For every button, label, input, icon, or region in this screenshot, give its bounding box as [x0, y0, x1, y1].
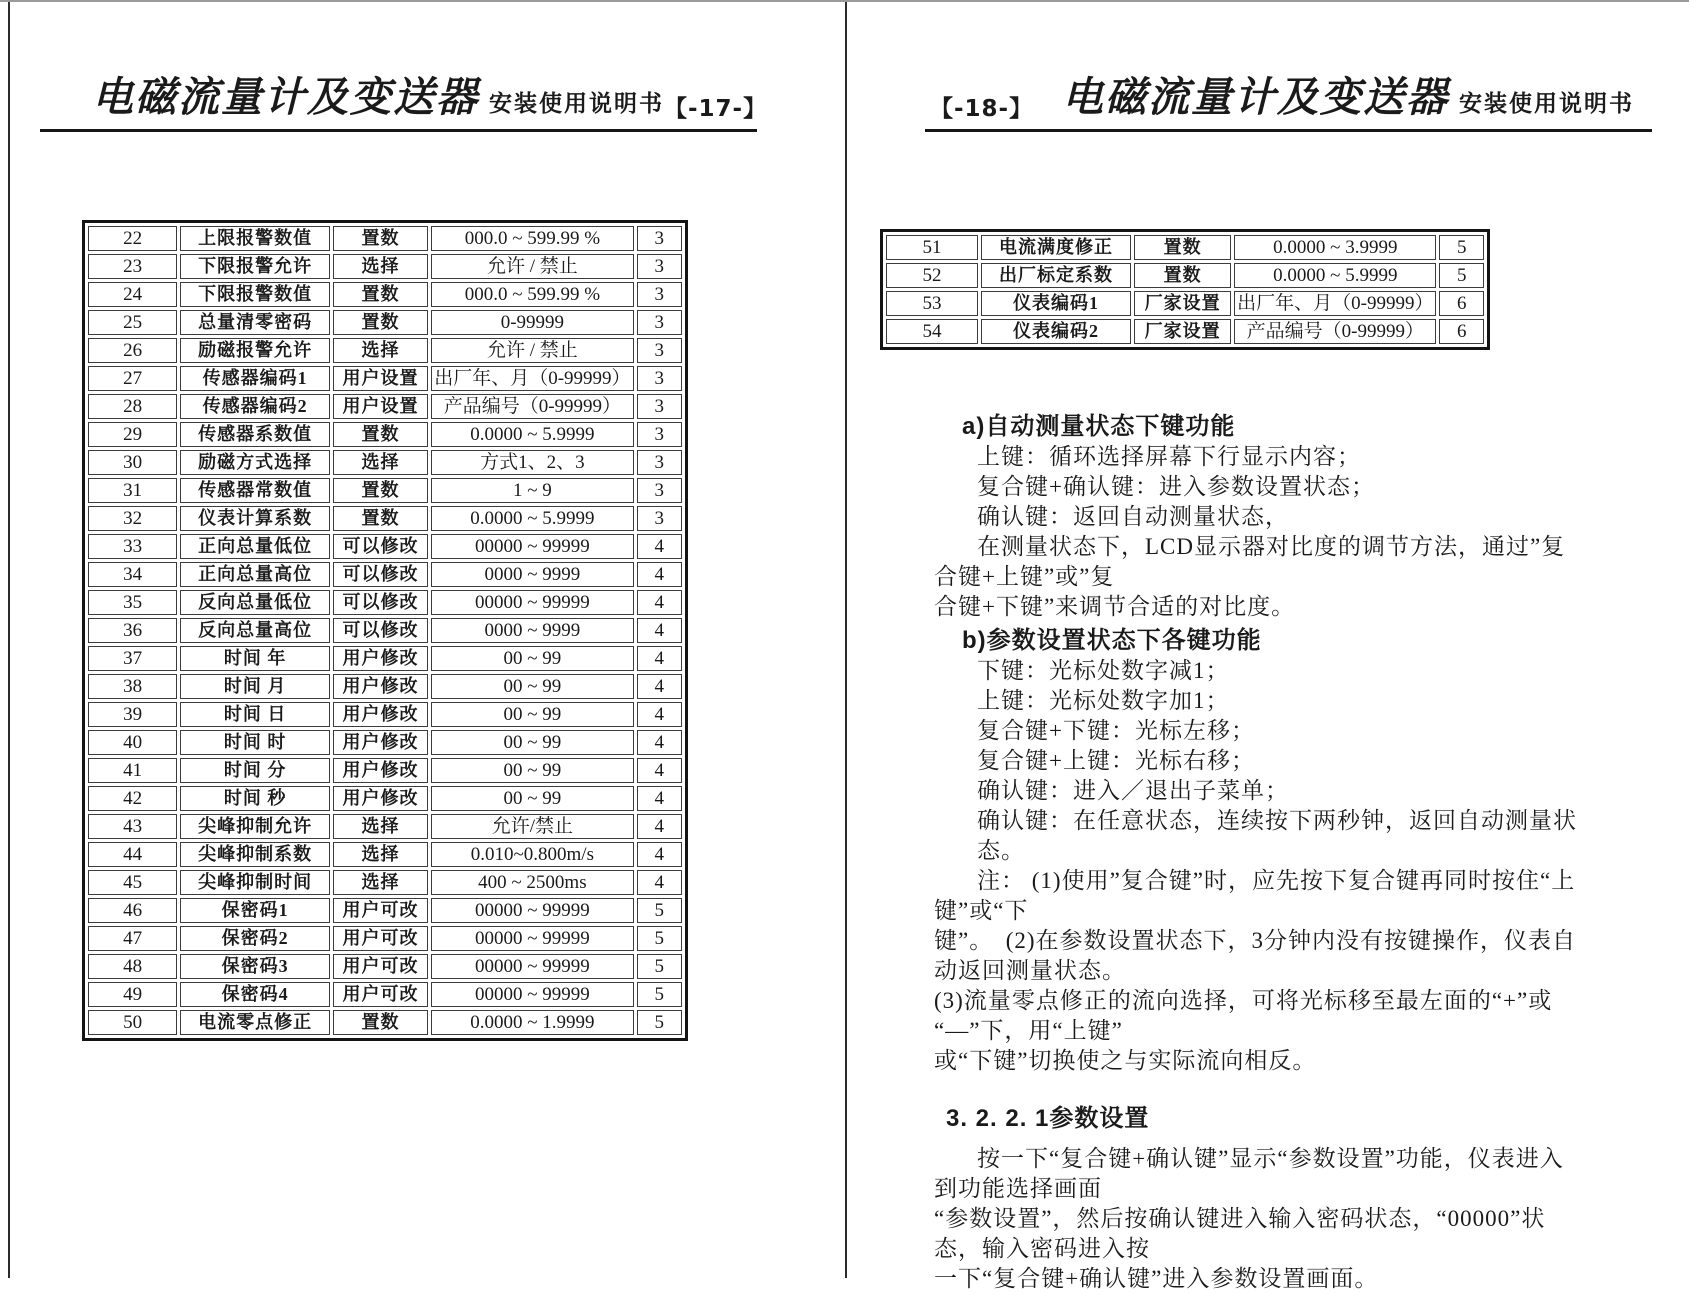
param-number-cell: 22 — [88, 226, 177, 251]
param-range-cell: 0.0000 ~ 5.9999 — [431, 422, 633, 447]
param-range-cell: 产品编号（0-99999） — [1234, 319, 1436, 344]
param-type-cell: 置数 — [1134, 235, 1231, 260]
param-range-cell: 00 ~ 99 — [431, 786, 633, 811]
text-line: 注： (1)使用”复合键”时，应先按下复合键再同时按住“上键”或“下 — [934, 868, 1576, 923]
param-number-cell: 45 — [88, 870, 177, 895]
param-range-cell: 00 ~ 99 — [431, 702, 633, 727]
param-range-cell: 000.0 ~ 599.99 % — [431, 226, 633, 251]
param-type-cell: 用户修改 — [333, 674, 428, 699]
doc-subtitle: 安装使用说明书 — [489, 90, 664, 116]
param-type-cell: 置数 — [333, 310, 428, 335]
param-range-cell: 00000 ~ 99999 — [431, 982, 633, 1007]
param-type-cell: 可以修改 — [333, 590, 428, 615]
table-row — [88, 338, 682, 363]
section-heading: 3. 2. 2. 1参数设置 — [946, 1105, 1150, 1132]
param-digits-cell: 4 — [637, 646, 682, 671]
param-number-cell: 40 — [88, 730, 177, 755]
text-line: 复合键+上键：光标右移； — [977, 748, 1255, 773]
param-type-cell: 用户修改 — [333, 702, 428, 727]
param-number-cell: 38 — [88, 674, 177, 699]
param-digits-cell: 5 — [637, 954, 682, 979]
param-name-cell: 仪表计算系数 — [180, 506, 330, 531]
param-number-cell: 23 — [88, 254, 177, 279]
param-type-cell: 置数 — [333, 226, 428, 251]
param-number-cell: 32 — [88, 506, 177, 531]
table-row — [88, 1010, 682, 1035]
param-type-cell: 用户可改 — [333, 982, 428, 1007]
param-type-cell: 用户可改 — [333, 954, 428, 979]
param-range-cell: 1 ~ 9 — [431, 478, 633, 503]
param-name-cell: 尖峰抑制系数 — [180, 842, 330, 867]
param-number-cell: 41 — [88, 758, 177, 783]
param-digits-cell: 3 — [637, 282, 682, 307]
param-digits-cell: 3 — [637, 478, 682, 503]
param-range-cell: 00000 ~ 99999 — [431, 534, 633, 559]
param-range-cell: 00000 ~ 99999 — [431, 926, 633, 951]
param-number-cell: 26 — [88, 338, 177, 363]
text-line: 确认键：进入／退出子菜单； — [977, 778, 1289, 803]
param-type-cell: 置数 — [333, 282, 428, 307]
text-line: 上键：循环选择屏幕下行显示内容； — [977, 444, 1361, 469]
table-row — [88, 646, 682, 671]
param-number-cell: 25 — [88, 310, 177, 335]
param-range-cell: 0.0000 ~ 1.9999 — [431, 1010, 633, 1035]
param-name-cell: 仪表编码2 — [981, 319, 1131, 344]
table-row — [88, 758, 682, 783]
param-number-cell: 37 — [88, 646, 177, 671]
doc-title: 电磁流量计及变送器 — [92, 74, 479, 120]
param-digits-cell: 5 — [637, 982, 682, 1007]
param-name-cell: 传感器编码2 — [180, 394, 330, 419]
param-type-cell: 选择 — [333, 870, 428, 895]
table-row — [88, 310, 682, 335]
table-row — [88, 926, 682, 951]
param-range-cell: 0000 ~ 9999 — [431, 618, 633, 643]
param-range-cell: 00 ~ 99 — [431, 730, 633, 755]
param-digits-cell: 3 — [637, 506, 682, 531]
param-name-cell: 下限报警数值 — [180, 282, 330, 307]
param-range-cell: 000.0 ~ 599.99 % — [431, 282, 633, 307]
param-digits-cell: 4 — [637, 814, 682, 839]
param-name-cell: 总量清零密码 — [180, 310, 330, 335]
param-name-cell: 电流零点修正 — [180, 1010, 330, 1035]
param-digits-cell: 6 — [1439, 319, 1484, 344]
param-digits-cell: 4 — [637, 786, 682, 811]
text-line: 上键：光标处数字加1； — [977, 688, 1230, 713]
param-digits-cell: 5 — [637, 1010, 682, 1035]
text-line: 或“下键”切换使之与实际流向相反。 — [934, 1048, 1317, 1073]
param-digits-cell: 4 — [637, 590, 682, 615]
table-row — [88, 254, 682, 279]
param-range-cell: 00000 ~ 99999 — [431, 590, 633, 615]
param-name-cell: 时间 日 — [180, 702, 330, 727]
param-type-cell: 用户修改 — [333, 730, 428, 755]
param-type-cell: 用户修改 — [333, 786, 428, 811]
table-row — [88, 730, 682, 755]
text-line: 复合键+下键：光标左移； — [977, 718, 1255, 743]
table-row — [88, 954, 682, 979]
table-row — [88, 394, 682, 419]
text-line: 确认键：在任意状态，连续按下两秒钟，返回自动测量状态。 — [977, 808, 1577, 863]
text-line: 下键：光标处数字减1； — [977, 658, 1230, 683]
page-18-title-group — [1062, 64, 1634, 123]
param-digits-cell: 5 — [1439, 263, 1484, 288]
param-name-cell: 反向总量高位 — [180, 618, 330, 643]
param-range-cell: 00 ~ 99 — [431, 674, 633, 699]
param-range-cell: 00 ~ 99 — [431, 758, 633, 783]
param-range-cell: 0-99999 — [431, 310, 633, 335]
text-line: (3)流量零点修正的流向选择，可将光标移至最左面的“+”或“—”下，用“上键” — [934, 988, 1553, 1043]
param-name-cell: 励磁报警允许 — [180, 338, 330, 363]
param-type-cell: 可以修改 — [333, 562, 428, 587]
param-range-cell: 00000 ~ 99999 — [431, 954, 633, 979]
table-row — [88, 982, 682, 1007]
param-name-cell: 传感器常数值 — [180, 478, 330, 503]
table-row — [88, 702, 682, 727]
param-type-cell: 厂家设置 — [1134, 291, 1231, 316]
param-number-cell: 48 — [88, 954, 177, 979]
param-name-cell: 下限报警允许 — [180, 254, 330, 279]
body-text-sections — [934, 412, 1586, 1294]
param-range-cell: 允许 / 禁止 — [431, 338, 633, 363]
param-type-cell: 选择 — [333, 814, 428, 839]
param-type-cell: 选择 — [333, 338, 428, 363]
param-name-cell: 仪表编码1 — [981, 291, 1131, 316]
param-name-cell: 尖峰抑制时间 — [180, 870, 330, 895]
param-name-cell: 励磁方式选择 — [180, 450, 330, 475]
table-row — [88, 450, 682, 475]
param-digits-cell: 5 — [1439, 235, 1484, 260]
param-name-cell: 正向总量低位 — [180, 534, 330, 559]
text-line: 在测量状态下，LCD显示器对比度的调节方法，通过”复合键+上键”或”复 — [934, 534, 1566, 589]
param-digits-cell: 4 — [637, 702, 682, 727]
param-number-cell: 36 — [88, 618, 177, 643]
param-name-cell: 传感器系数值 — [180, 422, 330, 447]
param-type-cell: 选择 — [333, 450, 428, 475]
param-number-cell: 42 — [88, 786, 177, 811]
param-type-cell: 置数 — [1134, 263, 1231, 288]
param-type-cell: 置数 — [333, 506, 428, 531]
param-range-cell: 0.0000 ~ 3.9999 — [1234, 235, 1436, 260]
text-line: 按一下“复合键+确认键”显示“参数设置”功能，仪表进入到功能选择画面 — [934, 1146, 1564, 1201]
table-row — [88, 534, 682, 559]
table-row — [886, 319, 1484, 344]
param-digits-cell: 3 — [637, 394, 682, 419]
table-row — [88, 786, 682, 811]
table-row — [88, 226, 682, 251]
table-row — [88, 842, 682, 867]
param-range-cell: 0.0000 ~ 5.9999 — [431, 506, 633, 531]
param-digits-cell: 5 — [637, 926, 682, 951]
parameter-table-51-54 — [880, 229, 1490, 350]
param-digits-cell: 5 — [637, 898, 682, 923]
param-digits-cell: 3 — [637, 254, 682, 279]
param-range-cell: 允许/禁止 — [431, 814, 633, 839]
param-number-cell: 34 — [88, 562, 177, 587]
param-digits-cell: 4 — [637, 730, 682, 755]
param-type-cell: 可以修改 — [333, 534, 428, 559]
section-heading: b)参数设置状态下各键功能 — [962, 627, 1262, 654]
param-name-cell: 上限报警数值 — [180, 226, 330, 251]
param-type-cell: 用户可改 — [333, 898, 428, 923]
page-18 — [847, 2, 1689, 1291]
page-17-number-label: 【-17-】 — [664, 96, 768, 122]
param-number-cell: 39 — [88, 702, 177, 727]
param-digits-cell: 4 — [637, 618, 682, 643]
param-type-cell: 置数 — [333, 1010, 428, 1035]
page-18-number-label: 【-18-】 — [930, 96, 1034, 122]
param-number-cell: 46 — [88, 898, 177, 923]
param-number-cell: 52 — [886, 263, 978, 288]
param-digits-cell: 6 — [1439, 291, 1484, 316]
param-digits-cell: 3 — [637, 450, 682, 475]
table-row — [88, 898, 682, 923]
param-digits-cell: 4 — [637, 758, 682, 783]
param-type-cell: 置数 — [333, 422, 428, 447]
param-type-cell: 选择 — [333, 842, 428, 867]
table-row — [88, 478, 682, 503]
page-17-header — [40, 74, 768, 132]
param-number-cell: 31 — [88, 478, 177, 503]
param-number-cell: 47 — [88, 926, 177, 951]
param-name-cell: 时间 秒 — [180, 786, 330, 811]
param-name-cell: 尖峰抑制允许 — [180, 814, 330, 839]
page-17-title-group — [92, 64, 664, 123]
param-name-cell: 时间 分 — [180, 758, 330, 783]
table-row — [88, 366, 682, 391]
param-digits-cell: 4 — [637, 870, 682, 895]
table-row — [88, 590, 682, 615]
param-range-cell: 400 ~ 2500ms — [431, 870, 633, 895]
text-line: 键”。 (2)在参数设置状态下，3分钟内没有按键操作，仪表自动返回测量状态。 — [934, 928, 1577, 983]
param-number-cell: 53 — [886, 291, 978, 316]
param-range-cell: 允许 / 禁止 — [431, 254, 633, 279]
param-range-cell: 00 ~ 99 — [431, 646, 633, 671]
param-number-cell: 54 — [886, 319, 978, 344]
param-range-cell: 方式1、2、3 — [431, 450, 633, 475]
text-line: “参数设置”，然后按确认键进入输入密码状态，“00000”状态，输入密码进入按 — [934, 1206, 1546, 1261]
param-range-cell: 00000 ~ 99999 — [431, 898, 633, 923]
table-row — [88, 506, 682, 531]
param-type-cell: 用户可改 — [333, 926, 428, 951]
param-number-cell: 30 — [88, 450, 177, 475]
param-name-cell: 正向总量高位 — [180, 562, 330, 587]
table-row — [886, 291, 1484, 316]
table-row — [88, 618, 682, 643]
param-name-cell: 保密码3 — [180, 954, 330, 979]
param-number-cell: 35 — [88, 590, 177, 615]
param-name-cell: 传感器编码1 — [180, 366, 330, 391]
table-row — [88, 814, 682, 839]
table-row — [88, 282, 682, 307]
param-number-cell: 49 — [88, 982, 177, 1007]
table-row — [88, 870, 682, 895]
table-row — [88, 422, 682, 447]
param-name-cell: 出厂标定系数 — [981, 263, 1131, 288]
param-digits-cell: 4 — [637, 562, 682, 587]
param-name-cell: 电流满度修正 — [981, 235, 1131, 260]
text-line: 合键+下键”来调节合适的对比度。 — [934, 594, 1296, 619]
page-18-header — [925, 76, 1652, 132]
param-type-cell: 可以修改 — [333, 618, 428, 643]
param-digits-cell: 3 — [637, 226, 682, 251]
param-type-cell: 用户设置 — [333, 366, 428, 391]
param-type-cell: 用户修改 — [333, 758, 428, 783]
table-row — [886, 263, 1484, 288]
param-type-cell: 用户修改 — [333, 646, 428, 671]
table-row — [886, 235, 1484, 260]
param-name-cell: 保密码1 — [180, 898, 330, 923]
page-17 — [10, 2, 845, 1278]
param-number-cell: 51 — [886, 235, 978, 260]
param-digits-cell: 3 — [637, 338, 682, 363]
param-name-cell: 时间 年 — [180, 646, 330, 671]
param-number-cell: 33 — [88, 534, 177, 559]
param-digits-cell: 4 — [637, 674, 682, 699]
param-range-cell: 出厂年、月（0-99999） — [431, 366, 633, 391]
param-name-cell: 时间 月 — [180, 674, 330, 699]
param-name-cell: 保密码2 — [180, 926, 330, 951]
param-range-cell: 产品编号（0-99999） — [431, 394, 633, 419]
param-name-cell: 时间 时 — [180, 730, 330, 755]
param-number-cell: 24 — [88, 282, 177, 307]
param-range-cell: 0.0000 ~ 5.9999 — [1234, 263, 1436, 288]
param-type-cell: 选择 — [333, 254, 428, 279]
param-number-cell: 44 — [88, 842, 177, 867]
doc-subtitle: 安装使用说明书 — [1459, 90, 1634, 116]
param-name-cell: 反向总量低位 — [180, 590, 330, 615]
param-type-cell: 厂家设置 — [1134, 319, 1231, 344]
param-type-cell: 用户设置 — [333, 394, 428, 419]
text-line: 确认键：返回自动测量状态， — [977, 504, 1289, 529]
param-digits-cell: 4 — [637, 534, 682, 559]
param-name-cell: 保密码4 — [180, 982, 330, 1007]
param-range-cell: 0.010~0.800m/s — [431, 842, 633, 867]
param-range-cell: 0000 ~ 9999 — [431, 562, 633, 587]
param-number-cell: 27 — [88, 366, 177, 391]
param-range-cell: 出厂年、月（0-99999） — [1234, 291, 1436, 316]
text-line: 一下“复合键+确认键”进入参数设置画面。 — [934, 1266, 1379, 1291]
param-number-cell: 43 — [88, 814, 177, 839]
doc-title: 电磁流量计及变送器 — [1062, 74, 1449, 120]
param-digits-cell: 3 — [637, 310, 682, 335]
table-row — [88, 674, 682, 699]
param-digits-cell: 4 — [637, 842, 682, 867]
parameter-table-22-50 — [82, 220, 688, 1041]
param-type-cell: 置数 — [333, 478, 428, 503]
table-row — [88, 562, 682, 587]
param-number-cell: 29 — [88, 422, 177, 447]
param-digits-cell: 3 — [637, 422, 682, 447]
param-number-cell: 50 — [88, 1010, 177, 1035]
param-digits-cell: 3 — [637, 366, 682, 391]
text-line: 复合键+确认键：进入参数设置状态； — [977, 474, 1375, 499]
param-number-cell: 28 — [88, 394, 177, 419]
section-heading: a)自动测量状态下键功能 — [962, 413, 1236, 440]
